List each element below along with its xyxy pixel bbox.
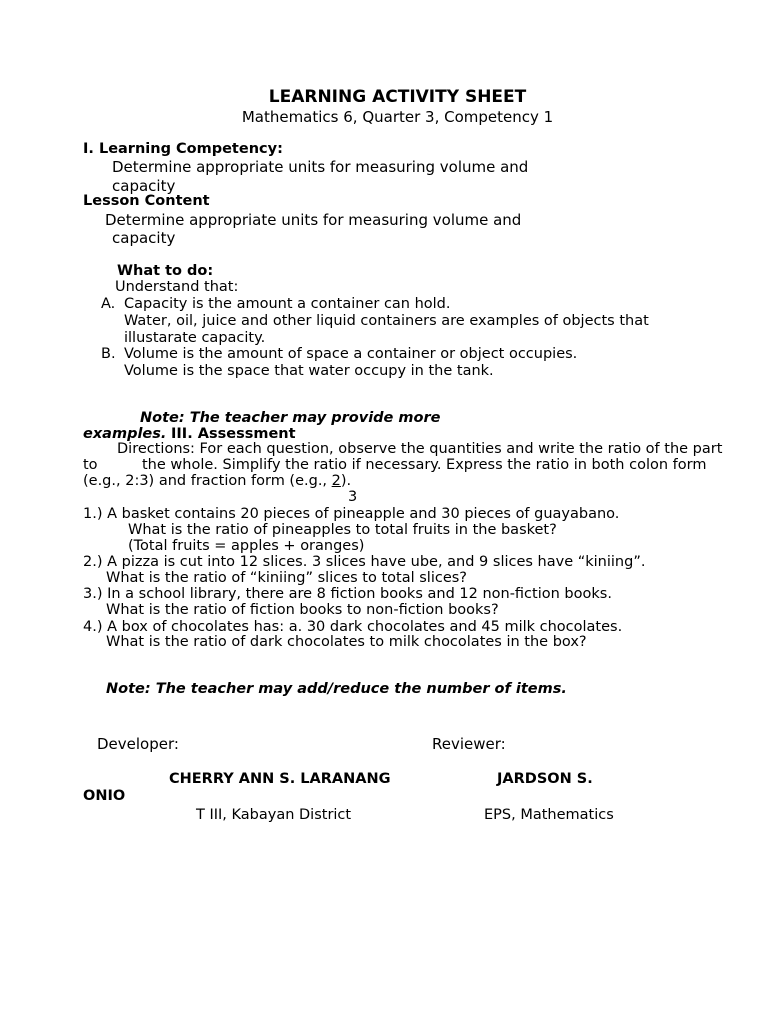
page-title: LEARNING ACTIVITY SHEET — [268, 87, 527, 107]
developer-title: T III, Kabayan District — [196, 807, 352, 823]
question-1-line2: What is the ratio of pineapples to total fruits in the basket? — [128, 522, 557, 538]
reviewer-label: Reviewer: — [432, 735, 506, 753]
volume-line1: Volume is the amount of space a container or object occupies. — [124, 346, 578, 362]
teacher-note-items: Note: The teacher may add/reduce the number of items. — [106, 681, 567, 697]
what-to-do-heading: What to do: — [117, 263, 214, 279]
list-marker-a: A. — [101, 296, 116, 312]
question-2-line2: What is the ratio of “kiniing” slices to total slices? — [106, 570, 467, 586]
competency-heading: I. Learning Competency: — [83, 141, 283, 157]
lesson-text-line1: Determine appropriate units for measuring volume and — [105, 211, 522, 229]
capacity-line2: Water, oil, juice and other liquid containers are examples of objects that — [124, 313, 649, 329]
question-1-line3: (Total fruits = apples + oranges) — [128, 538, 365, 554]
question-3-line1: 3.) In a school library, there are 8 fiction books and 12 non-fiction books. — [83, 586, 612, 602]
lesson-heading: Lesson Content — [83, 193, 210, 209]
question-4-line1: 4.) A box of chocolates has: a. 30 dark chocolates and 45 milk chocolates. — [83, 619, 623, 635]
volume-line2: Volume is the space that water occupy in the tank. — [124, 363, 494, 379]
competency-text-line1: Determine appropriate units for measuring volume and — [112, 158, 529, 176]
question-3-line2: What is the ratio of fiction books to non-fiction books? — [106, 602, 499, 618]
question-4-line2: What is the ratio of dark chocolates to milk chocolates in the box? — [106, 634, 587, 650]
directions-line2: the whole. Simplify the ratio if necessary. Express the ratio in both colon form — [142, 457, 707, 473]
question-2-line1: 2.) A pizza is cut into 12 slices. 3 slices have ube, and 9 slices have “kiniing”. — [83, 554, 646, 570]
page-subtitle: Mathematics 6, Quarter 3, Competency 1 — [241, 108, 554, 126]
assessment-heading: III. Assessment — [171, 426, 296, 442]
reviewer-name-continued: ONIO — [83, 788, 126, 804]
developer-label: Developer: — [97, 735, 179, 753]
directions-line3-end: ). — [340, 473, 352, 489]
directions-line2-to: to — [83, 457, 98, 473]
what-to-do-intro: Understand that: — [115, 279, 239, 295]
directions-line3-start: (e.g., 2:3) and fraction form (e.g., — [83, 473, 332, 489]
fraction-denominator: 3 — [348, 489, 358, 505]
lesson-text-line2: capacity — [112, 229, 176, 247]
directions-line1: Directions: For each question, observe the quantities and write the ratio of the part — [117, 441, 723, 457]
reviewer-name: JARDSON S. — [497, 771, 593, 787]
capacity-line3: illustarate capacity. — [124, 330, 266, 346]
directions-line3 — [83, 473, 351, 489]
capacity-line1: Capacity is the amount a container can hold. — [124, 296, 451, 312]
list-marker-b: B. — [101, 346, 116, 362]
question-1-line1: 1.) A basket contains 20 pieces of pineapple and 30 pieces of guayabano. — [83, 506, 620, 522]
teacher-note-line2 — [83, 426, 296, 442]
competency-text-line2: capacity — [112, 177, 176, 195]
reviewer-title: EPS, Mathematics — [484, 807, 614, 823]
developer-name: CHERRY ANN S. LARANANG — [169, 771, 391, 787]
fraction-numerator: 2 — [331, 473, 341, 489]
teacher-note-examples: examples. — [83, 426, 167, 442]
teacher-note-line1: Note: The teacher may provide more — [140, 410, 441, 426]
